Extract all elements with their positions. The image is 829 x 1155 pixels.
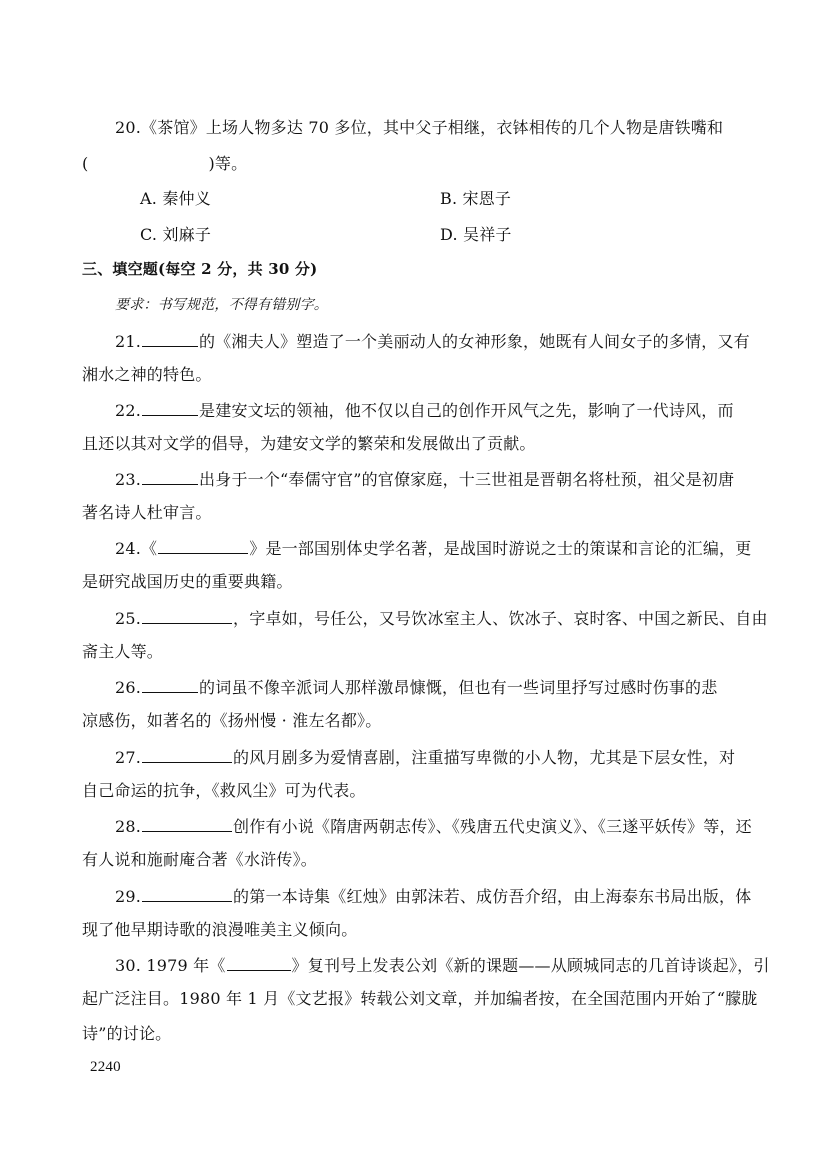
q27-blank — [142, 746, 232, 763]
q21-text: 的《湘夫人》塑造了一个美丽动人的女神形象，她既有人间女子的多情，又有 — [199, 332, 750, 351]
q30-text: 》复刊号上发表公刘《新的课题——从顾城同志的几首诗谈起》，引 — [291, 956, 770, 975]
q21-line1 — [115, 330, 750, 352]
q30-number: 30. 1979 年《 — [115, 956, 226, 975]
q23-number: 23. — [115, 470, 142, 489]
q20-option-d: D. 吴祥子 — [440, 225, 512, 244]
q27-line2: 自己命运的抗争，《救风尘》可为代表。 — [82, 781, 366, 800]
q30-blank — [227, 954, 291, 971]
q22-line1 — [115, 399, 734, 421]
section3-requirement: 要求：书写规范，不得有错别字。 — [115, 297, 328, 313]
q29-text: 的第一本诗集《红烛》由郭沫若、成仿吾介绍，由上海泰东书局出版，体 — [233, 887, 752, 906]
q26-line2: 凉感伤，如著名的《扬州慢 · 淮左名都》。 — [82, 711, 382, 730]
q29-blank — [142, 885, 232, 902]
q21-blank — [142, 330, 198, 347]
q24-line1 — [115, 537, 751, 559]
q24-line2: 是研究战国历史的重要典籍。 — [82, 572, 293, 591]
q30-line1 — [115, 954, 770, 976]
q25-line2: 斋主人等。 — [82, 642, 164, 661]
q20-stem-line2 — [82, 154, 247, 174]
q23-line2: 著名诗人杜审言。 — [82, 503, 212, 522]
q28-number: 28. — [115, 817, 142, 836]
q29-line2: 现了他早期诗歌的浪漫唯美主义倾向。 — [82, 920, 358, 939]
q26-text: 的词虽不像辛派词人那样激昂慷慨，但也有一些词里抒写过感时伤事的悲 — [199, 678, 718, 697]
q21-line2: 湘水之神的特色。 — [82, 365, 212, 384]
q20-option-c: C. 刘麻子 — [140, 225, 212, 244]
q25-blank — [142, 607, 232, 624]
section3-heading: 三、填空题(每空 2 分，共 30 分) — [82, 260, 318, 278]
q26-number: 26. — [115, 678, 142, 697]
page-code: 2240 — [90, 1059, 121, 1075]
q20-option-b: B. 宋恩子 — [440, 189, 512, 208]
q21-number: 21. — [115, 332, 142, 351]
q20-paren-open: ( — [82, 154, 89, 173]
q28-text: 创作有小说《隋唐两朝志传》、《残唐五代史演义》、《三遂平妖传》等，还 — [233, 817, 752, 836]
q27-line1 — [115, 746, 735, 768]
q22-blank — [142, 399, 198, 416]
q27-number: 27. — [115, 748, 142, 767]
q24-number: 24.《 — [115, 539, 158, 558]
q23-line1 — [115, 468, 734, 490]
q22-text: 是建安文坛的领袖，他不仅以自己的创作开风气之先，影响了一代诗风，而 — [199, 401, 734, 420]
q25-text: ，字卓如，号任公，又号饮冰室主人、饮冰子、哀时客、中国之新民、自由 — [233, 609, 768, 628]
q30-line2: 起广泛注目。1980 年 1 月《文艺报》转载公刘文章，并加编者按，在全国范围内开始了“朦胧 — [82, 989, 758, 1008]
q23-blank — [142, 468, 198, 485]
q20-paren-close: )等。 — [208, 154, 248, 173]
q29-number: 29. — [115, 887, 142, 906]
q23-text: 出身于一个“奉儒守官”的官僚家庭，十三世祖是晋朝名将杜预，祖父是初唐 — [199, 470, 735, 489]
q20-stem-line1: 20.《茶馆》上场人物多达 70 多位，其中父子相继，衣钵相传的几个人物是唐铁嘴和 — [115, 118, 724, 137]
q28-line2: 有人说和施耐庵合著《水浒传》。 — [82, 850, 318, 869]
q29-line1 — [115, 885, 751, 907]
q30-line3: 诗”的讨论。 — [82, 1024, 172, 1043]
q27-text: 的风月剧多为爱情喜剧，注重描写卑微的小人物，尤其是下层女性，对 — [233, 748, 736, 767]
q24-blank — [158, 537, 248, 554]
q22-number: 22. — [115, 401, 142, 420]
q25-number: 25. — [115, 609, 142, 628]
q22-line2: 且还以其对文学的倡导，为建安文学的繁荣和发展做出了贡献。 — [82, 434, 536, 453]
q25-line1 — [115, 607, 768, 629]
q26-blank — [142, 676, 198, 693]
q28-blank — [142, 815, 232, 832]
q26-line1 — [115, 676, 717, 698]
q20-option-a: A. 秦仲义 — [140, 189, 211, 208]
q28-line1 — [115, 815, 752, 837]
q24-text: 》是一部国别体史学名著，是战国时游说之士的策谋和言论的汇编，更 — [249, 539, 752, 558]
